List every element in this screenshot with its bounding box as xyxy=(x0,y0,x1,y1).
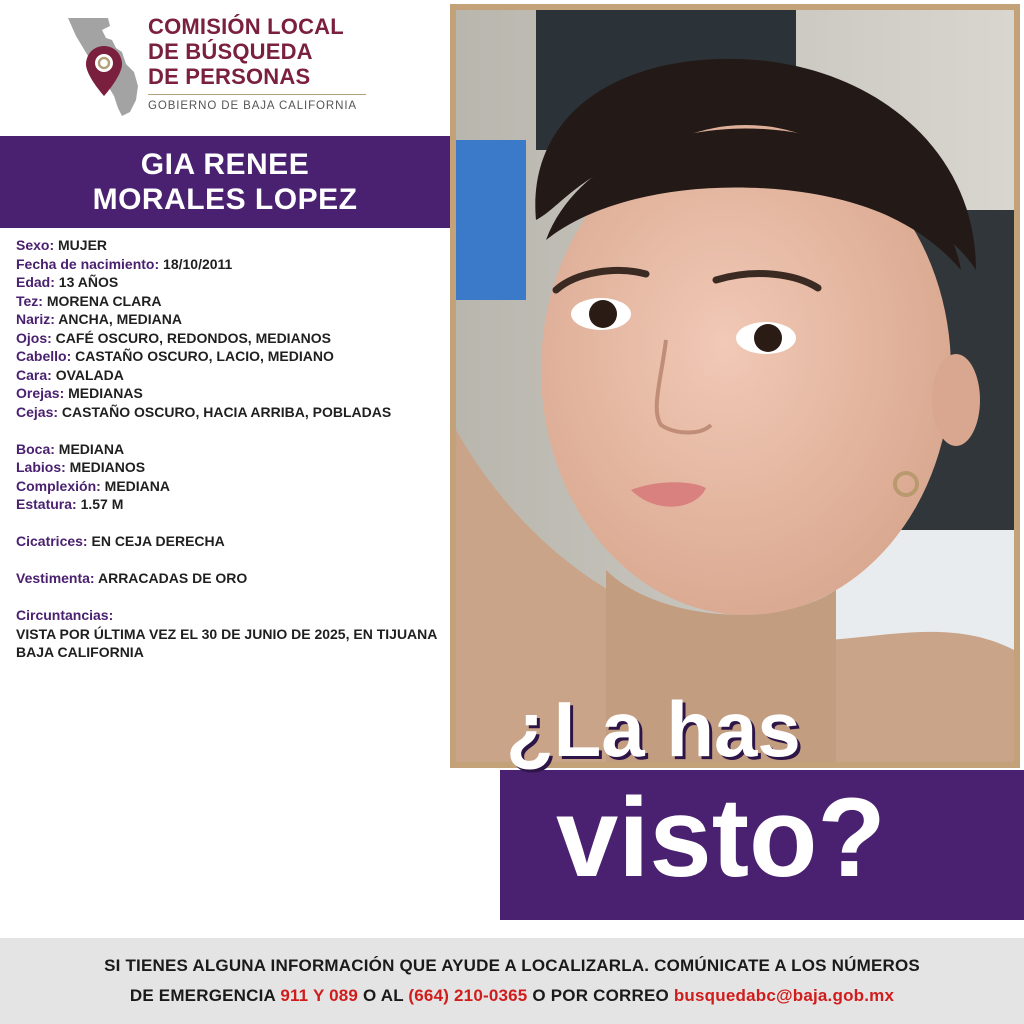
spacer xyxy=(16,551,448,570)
agency-name xyxy=(148,14,388,112)
detail-fecha-nacimiento xyxy=(16,255,448,274)
footer-line2 xyxy=(130,981,894,1011)
agency-name-line3: DE PERSONAS xyxy=(148,64,311,89)
detail-nariz xyxy=(16,310,448,329)
detail-label: Tez: xyxy=(16,292,43,309)
detail-vestimenta xyxy=(16,569,448,588)
spacer xyxy=(16,514,448,533)
detail-sexo xyxy=(16,236,448,255)
phone-number: (664) 210-0365 xyxy=(408,986,528,1005)
detail-label: Vestimenta: xyxy=(16,570,95,586)
detail-label: Labios: xyxy=(16,459,66,475)
detail-value: MEDIANOS xyxy=(69,459,146,475)
detail-value: EN CEJA DERECHA xyxy=(91,533,225,549)
baja-california-map-icon xyxy=(64,16,144,120)
footer-text: O POR CORREO xyxy=(527,986,674,1005)
detail-label: Cara: xyxy=(16,366,52,383)
detail-label: Cicatrices: xyxy=(16,533,88,549)
detail-estatura xyxy=(16,495,448,514)
detail-complexion xyxy=(16,477,448,496)
detail-cara xyxy=(16,366,448,385)
detail-boca xyxy=(16,440,448,459)
detail-label: Nariz: xyxy=(16,311,55,327)
detail-label: Fecha de nacimiento: xyxy=(16,255,160,272)
footer-line1: SI TIENES ALGUNA INFORMACIÓN QUE AYUDE A LOCALIZARLA. COMÚNICATE A LOS NÚMEROS xyxy=(104,956,920,975)
callout-question-line1: ¿La has xyxy=(506,685,801,773)
detail-circunstancias-label xyxy=(16,606,448,625)
detail-value: MEDIANA xyxy=(104,477,171,494)
emergency-numbers: 911 Y 089 xyxy=(280,986,359,1005)
person-details xyxy=(16,236,448,662)
person-first-names: GIA RENEE xyxy=(140,148,310,181)
detail-value: OVALADA xyxy=(55,366,124,383)
callout-question-line2: visto? xyxy=(556,775,886,900)
detail-circunstancias-value: VISTA POR ÚLTIMA VEZ EL 30 DE JUNIO DE 2025, EN TIJUANA BAJA CALIFORNIA xyxy=(16,625,437,660)
detail-tez xyxy=(16,292,448,311)
detail-label: Estatura: xyxy=(16,496,77,512)
detail-cejas xyxy=(16,403,448,422)
detail-label: Complexión: xyxy=(16,477,101,494)
person-name-banner xyxy=(0,136,450,228)
detail-value: CASTAÑO OSCURO, LACIO, MEDIANO xyxy=(75,348,334,364)
footer-text: DE EMERGENCIA xyxy=(129,986,281,1005)
detail-value: 1.57 M xyxy=(80,496,124,512)
spacer xyxy=(16,588,448,607)
detail-value: MEDIANA xyxy=(58,440,125,457)
detail-label: Orejas: xyxy=(16,385,65,401)
detail-orejas xyxy=(16,384,448,403)
photo-frame xyxy=(450,4,1020,768)
agency-name-line1: COMISIÓN LOCAL xyxy=(148,14,344,39)
detail-label: Boca: xyxy=(16,440,55,457)
detail-cicatrices xyxy=(16,532,448,551)
missing-person-photo xyxy=(456,10,1014,762)
footer-text: O AL xyxy=(358,986,409,1005)
detail-value: CASTAÑO OSCURO, HACIA ARRIBA, POBLADAS xyxy=(61,403,392,420)
detail-value: MORENA CLARA xyxy=(46,292,162,309)
spacer xyxy=(16,421,448,440)
person-last-names: MORALES LOPEZ xyxy=(92,183,358,216)
detail-value: ANCHA, MEDIANA xyxy=(58,311,182,327)
detail-label: Ojos: xyxy=(16,329,52,346)
contact-footer xyxy=(0,938,1024,1024)
detail-label: Circuntancias: xyxy=(16,607,114,623)
detail-label: Cejas: xyxy=(16,403,59,420)
detail-value: 13 AÑOS xyxy=(58,274,119,290)
detail-value: CAFÉ OSCURO, REDONDOS, MEDIANOS xyxy=(55,329,332,346)
agency-subtitle: GOBIERNO DE BAJA CALIFORNIA xyxy=(148,94,366,112)
email-address: busquedabc@baja.gob.mx xyxy=(673,986,895,1005)
agency-name-line2: DE BÚSQUEDA xyxy=(148,39,313,64)
detail-ojos xyxy=(16,329,448,348)
detail-value: MUJER xyxy=(58,237,108,253)
detail-label: Sexo: xyxy=(16,237,55,253)
detail-label: Edad: xyxy=(16,274,55,290)
detail-label: Cabello: xyxy=(16,348,72,364)
detail-cabello xyxy=(16,347,448,366)
detail-value: MEDIANAS xyxy=(68,385,143,401)
detail-value: 18/10/2011 xyxy=(163,255,233,272)
detail-edad xyxy=(16,273,448,292)
detail-labios xyxy=(16,458,448,477)
detail-value: ARRACADAS DE ORO xyxy=(97,570,248,586)
